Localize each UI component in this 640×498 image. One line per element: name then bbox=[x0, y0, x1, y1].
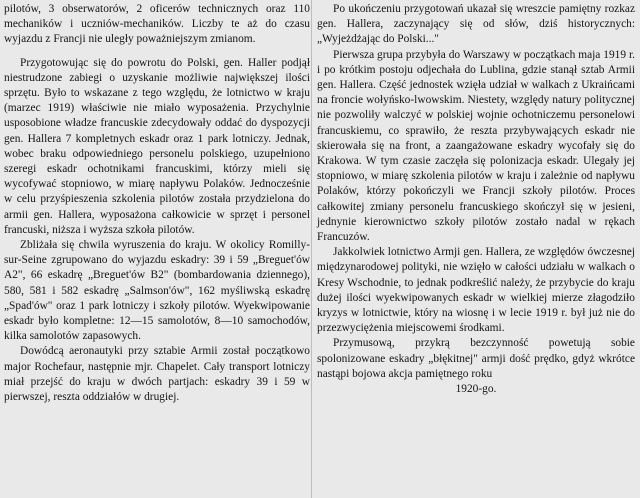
paragraph: Dowódcą aeronautyki przy sztabie Armii został początkowo major Rochefaur, następnie mjr. Chapelet. Cały transport lotniczy miał przejść do kraju w dwóch partjach: eskadry 39 i 59 w pierwszej, reszta oddziałów w drugiej. bbox=[4, 345, 310, 404]
paragraph: pilotów, 3 obserwatorów, 2 oficerów technicznych oraz 110 mechaników i uczniów-mechaników. Liczby te aż do czasu wyjazdu z Francji nie uległy poważniejszym zmianom. bbox=[4, 3, 310, 46]
paragraph: Pierwsza grupa przybyła do Warszawy w początkach maja 1919 r. i po krótkim postoju odjechała do Lublina, gdzie stanął sztab Armii gen. Hallera. Część jednostek wzięła udział w walkach z Ukraińcami na froncie wołyńsko-lwowskim. Niestety, względy natury politycznej nie pozwoliły walczyć w polskiej wojnie ochotniczemu personelowi francuskiemu, co sprawiło, że reszta przybywających eskadr nie skierowała się na front, a zaangażowane eskadry wycofały się do Krakowa. W tym czasie zaczęła się polonizacja eskadr. Ulegały jej stopniowo, w miarę szkolenia pilotów w kraju i zależnie od napływu Polaków, którzy pokończyli we Francji szkoły pilotów. Proces całkowitej zmiany personelu francuskiego skończył się w jesieni, jednynie kierownictwo szkoły pilotów zostało nadal w rękach Francuzów. bbox=[317, 48, 635, 244]
paragraph: Przymusową, przykrą bezczynność powetują sobie spolonizowane eskadry „błękitnej" armji dość prędko, gdyż wkrótce nastąpi bojowa akcja pamiętnego roku bbox=[317, 337, 635, 380]
paragraph: Jakkolwiek lotnictwo Armji gen. Hallera, ze względów ówczesnej międzynarodowej polityki, nie wzięło w całości udziału w walkach o Kresy Wschodnie, to jednak podkreślić należy, że przybycie do kraju dużej ilości wyekwipowanych eskadr w wielkiej mierze złagodziło kryzys w lotnictwie, który na wiosnę i w lecie 1919 r. był już nie do przezwyciężenia miejscowemi środkami. bbox=[317, 246, 635, 335]
paragraph: Przygotowując się do powrotu do Polski, gen. Haller podjął niestrudzone zabiegi o uzyskanie możliwie największej ilości sprzętu. Było to wskazane z tego względu, że lotnictwo w kraju (marzec 1919) właściwie nie miało wyposażenia. Przychylnie usposobione władze francuskie zdecydowały oddać do dyspozycji gen. Hallera 7 kompletnych eskadr oraz 1 park lotniczy. Jednak, wobec braku odpowiedniego personelu polskiego, uzupełniono szeregi eskadr ochotnikami francuskimi, którzy mieli się wycofywać stopniowo, w miarę napływu Polaków. Jednocześnie w celu przyśpieszenia szkolenia pilotów została przydzielona do armii gen. Hallera, wyposażona całkowicie w sprzęt i personel francuski, niższa i wyższa szkoła pilotów. bbox=[4, 56, 310, 236]
paragraph-end-line: 1920-go. bbox=[455, 383, 497, 396]
left-text-column bbox=[4, 2, 310, 405]
column-divider bbox=[311, 0, 312, 498]
right-text-column bbox=[317, 2, 635, 397]
paragraph: Po ukończeniu przygotowań ukazał się wreszcie pamiętny rozkaz gen. Hallera, zaczynający się od słów, dziś historycznych: „Wyjeżdżając do Polski..." bbox=[317, 3, 635, 46]
paragraph: Zbliżała się chwila wyruszenia do kraju. W okolicy Romilly-sur-Seine zgrupowano do wyjazdu eskadry: 39 i 59 „Breguet'ów A2", 66 eskadrę „Breguet'ów B2" (bombardowania dziennego), 580, 581 i 582 eskadrę „Salmson'ów", 162 myśliwską eskadrę „Spad'ów" oraz 1 park lotniczy i szkoły pilotów. Wyekwipowanie eskadr było kompletne: 12—15 samolotów, 8—10 samochodów, kilka samolotów zapasowych. bbox=[4, 239, 310, 343]
